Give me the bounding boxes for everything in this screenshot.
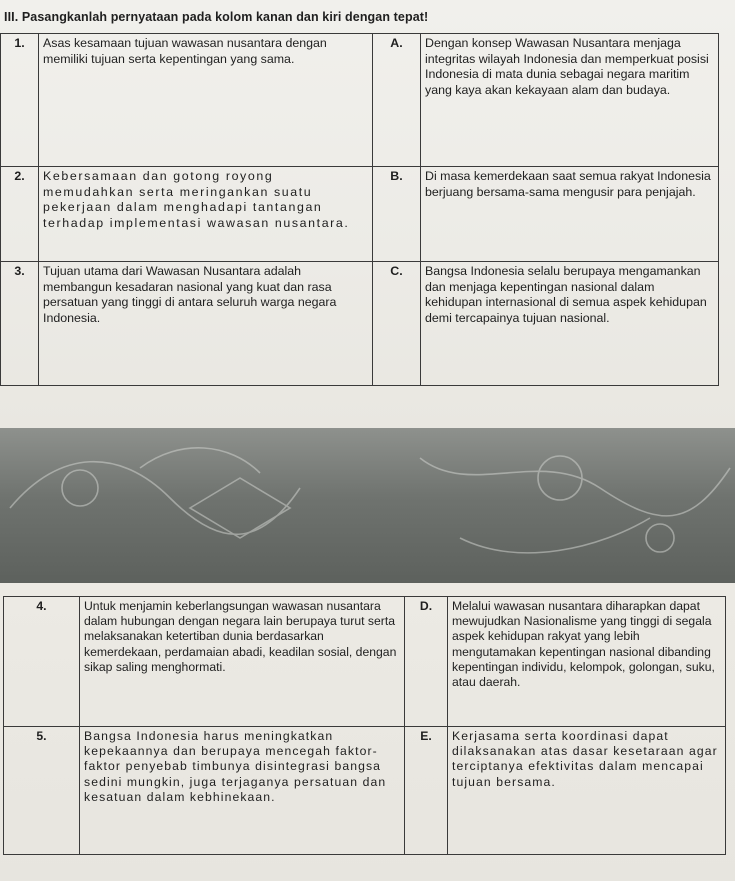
left-statement: Tujuan utama dari Wawasan Nusantara adalah membangun kesadaran nasional yang kuat dan rasa persatuan yang tinggi di antara seluruh warga negara Indonesia. [39, 262, 373, 386]
answer-letter: C. [373, 262, 421, 386]
right-statement: Dengan konsep Wawasan Nusantara menjaga integritas wilayah Indonesia dan memperkuat posisi Indonesia di mata dunia sebagai negara maritim yang kaya akan kekayaan alam dan budaya. [421, 34, 719, 167]
section-title: III. Pasangkanlah pernyataan pada kolom kanan dan kiri dengan tepat! [4, 10, 429, 24]
answer-letter: B. [373, 167, 421, 262]
table-row [1, 262, 719, 386]
row-number: 4. [4, 597, 80, 727]
table-row [1, 167, 719, 262]
row-number: 3. [1, 262, 39, 386]
left-statement: Bangsa Indonesia harus meningkatkan kepekaannya dan berupaya mencegah faktor-faktor penyebab timbunya disintegrasi bangsa sedini mungkin, juga terjaganya persatuan dan kesatuan dalam kebhinekaan. [80, 727, 405, 855]
left-statement: Untuk menjamin keberlangsungan wawasan nusantara dalam hubungan dengan negara lain berupaya turut serta melaksanakan ketertiban dunia berdasarkan kemerdekaan, perdamaian abadi, keadilan sosial, dengan sikap saling menghormati. [80, 597, 405, 727]
right-statement: Bangsa Indonesia selalu berupaya mengamankan dan menjaga kepentingan nasional dalam kehidupan internasional di semua aspek kehidupan demi tercapainya tujuan nasional. [421, 262, 719, 386]
answer-letter: A. [373, 34, 421, 167]
table-row [1, 34, 719, 167]
right-statement: Melalui wawasan nusantara diharapkan dapat mewujudkan Nasionalisme yang tinggi di segala aspek kehidupan rakyat yang lebih mengutamakan kepentingan nasional dibanding kepentingan individu, kelompok, golongan, suku, atau daerah. [448, 597, 726, 727]
answer-letter: E. [405, 727, 448, 855]
right-statement: Di masa kemerdekaan saat semua rakyat Indonesia berjuang bersama-sama mengusir para penjajah. [421, 167, 719, 262]
table-row [4, 597, 726, 727]
matching-table-lower [3, 596, 726, 855]
row-number: 1. [1, 34, 39, 167]
right-statement: Kerjasama serta koordinasi dapat dilaksanakan atas dasar kesetaraan agar terciptanya efektivitas dalam mencapai tujuan bersama. [448, 727, 726, 855]
lace-pattern-decoration [0, 428, 735, 583]
left-statement: Asas kesamaan tujuan wawasan nusantara dengan memiliki tujuan serta kepentingan yang sama. [39, 34, 373, 167]
matching-table-upper [0, 33, 719, 386]
table-row [4, 727, 726, 855]
row-number: 2. [1, 167, 39, 262]
answer-letter: D. [405, 597, 448, 727]
row-number: 5. [4, 727, 80, 855]
left-statement: Kebersamaan dan gotong royong memudahkan serta meringankan suatu pekerjaan dalam menghadapi tantangan terhadap implementasi wawasan nusantara. [39, 167, 373, 262]
